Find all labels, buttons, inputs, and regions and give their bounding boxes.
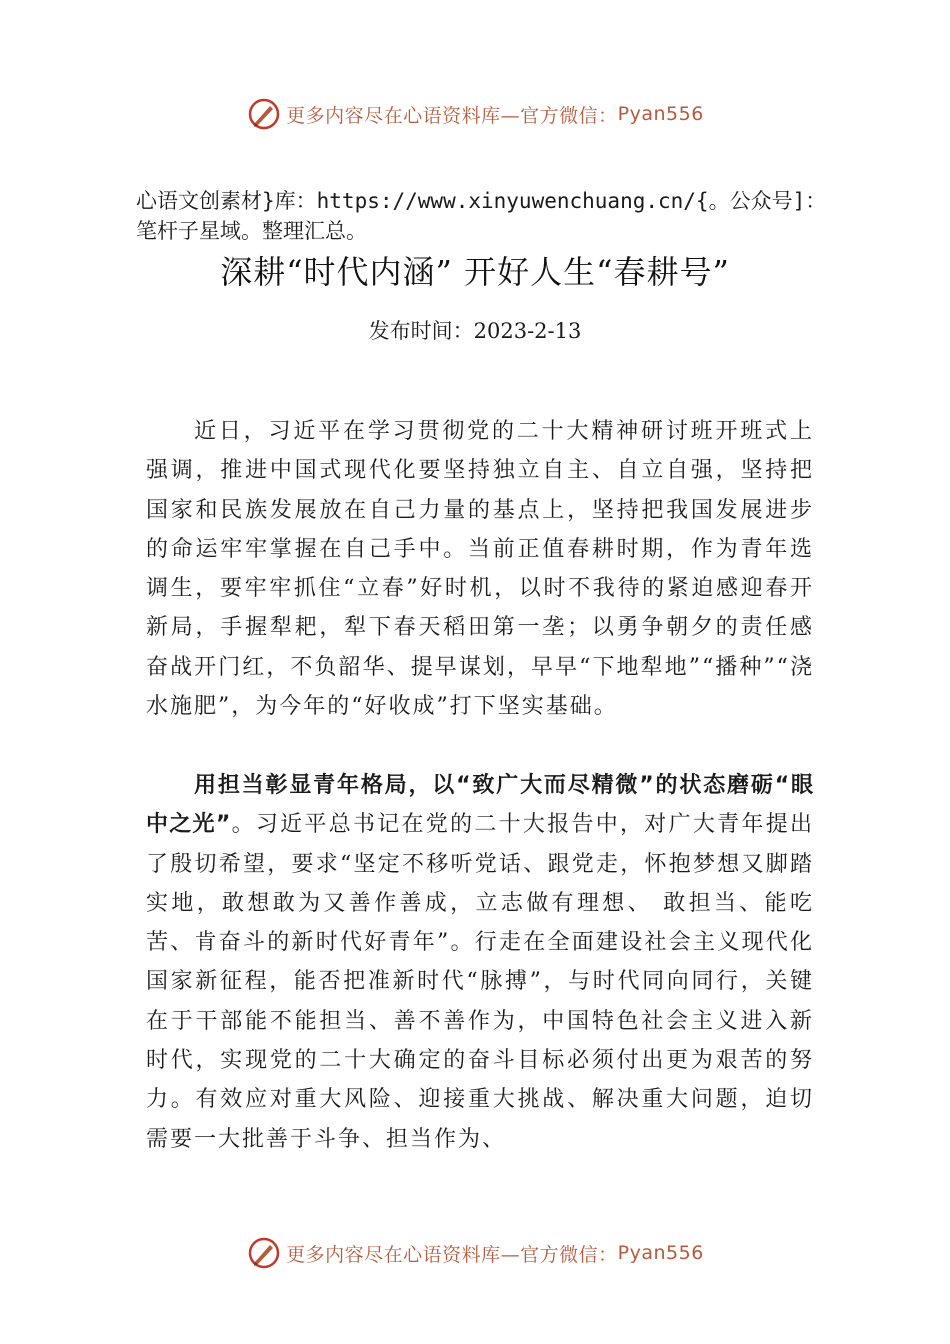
watermark-text: 更多内容尽在心语资料库—官方微信：	[286, 1243, 618, 1266]
watermark-wechat-id: Pyan556	[617, 103, 704, 125]
paragraph-2-lead: 用担当彰显青年格局，以“致广大而尽精微”的状态磨砺“眼中之光”	[146, 773, 814, 838]
header-watermark	[0, 92, 950, 136]
footer-watermark	[0, 1231, 950, 1275]
pen-logo-icon	[246, 96, 282, 132]
article-title: 深耕“时代内涵” 开好人生“春耕号”	[220, 253, 730, 291]
publish-date: 发布时间：2023-2-13	[368, 319, 582, 343]
watermark-wechat-id: Pyan556	[617, 1242, 704, 1264]
watermark-text: 更多内容尽在心语资料库—官方微信：	[286, 104, 618, 127]
paragraph-2-body: 。习近平总书记在党的二十大报告中，对广大青年提出了殷切希望，要求“坚定不移听党话、跟党走，怀抱梦想又脚踏实地，敢想敢为又善作善成，立志做有理想、 敢担当、能吃苦、肯奋斗的新时代好青年”。行走在全面建设社会主义现代化国家新征程，能否把准新时代“脉搏”，与时代同向同行，关键在于干部能不能担当、善不善作为，中国特色社会主义进入新时代，实现党的二十大确定的奋斗目标必须付出更为艰苦的努力。有效应对重大风险、迎接重大挑战、解决重大问题，迫切需要一大批善于斗争、担当作为、	[146, 812, 814, 1152]
source-note: 心语文创素材}库：https://www.xinyuwenchuang.cn/{。公众号]：笔杆子星域。整理汇总。	[136, 189, 827, 243]
paragraph-1: 近日，习近平在学习贯彻党的二十大精神研讨班开班式上强调，推进中国式现代化要坚持独立自主、自立自强，坚持把国家和民族发展放在自己力量的基点上，坚持把我国发展进步的命运牢牢掌握在自己手中。当前正值春耕时期，作为青年选调生，要牢牢抓住“立春”好时机，以时不我待的紧迫感迎春开新局，手握犁耙，犁下春天稻田第一垄；以勇争朝夕的责任感奋战开门红，不负韶华、提早谋划，早早“下地犁地”“播种”“浇水施肥”，为今年的“好收成”打下坚实基础。	[146, 419, 814, 720]
pen-logo-icon	[246, 1235, 282, 1271]
paragraph-2	[146, 766, 814, 1159]
